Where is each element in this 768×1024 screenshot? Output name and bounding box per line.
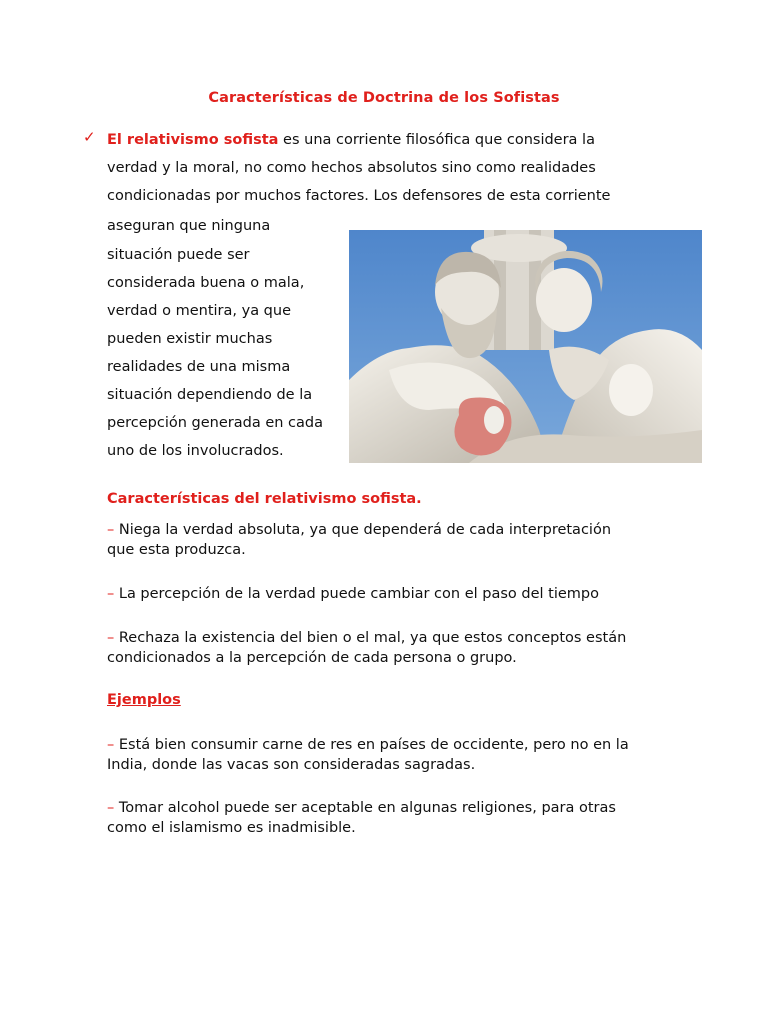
intro-wrap-line: realidades de una misma [107, 359, 291, 375]
list-item: – La percepción de la verdad puede cambiar con el paso del tiempo [107, 586, 599, 602]
dash-marker: – [107, 586, 115, 602]
intro-line-1: El relativismo sofista es una corriente filosófica que considera la [107, 132, 595, 148]
dash-marker: – [107, 800, 115, 816]
intro-wrap-line: situación puede ser [107, 247, 250, 263]
intro-line-2: verdad y la moral, no como hechos absolutos sino como realidades [107, 160, 596, 176]
page-title: Características de Doctrina de los Sofistas [208, 90, 560, 106]
characteristics-heading: Características del relativismo sofista. [107, 491, 422, 507]
intro-wrap-line: pueden existir muchas [107, 331, 273, 347]
dash-marker: – [107, 522, 115, 538]
examples-heading: Ejemplos [107, 692, 181, 708]
intro-wrap-line: uno de los involucrados. [107, 443, 284, 459]
intro-wrap-line: aseguran que ninguna [107, 218, 271, 234]
list-item: – Tomar alcohol puede ser aceptable en algunas religiones, para otras como el islamismo es inadmisible. [107, 800, 616, 836]
intro-line-3: condicionadas por muchos factores. Los defensores de esta corriente [107, 188, 611, 204]
check-icon: ✓ [83, 128, 96, 146]
list-item: – Niega la verdad absoluta, ya que dependerá de cada interpretación que esta produzca. [107, 522, 612, 558]
intro-wrap-line: considerada buena o mala, [107, 275, 305, 291]
intro-lead-term: El relativismo sofista [107, 132, 279, 148]
intro-wrap-line: situación dependiendo de la [107, 387, 313, 403]
intro-wrap-line: percepción generada en cada [107, 415, 323, 431]
list-item: – Rechaza la existencia del bien o el mal, ya que estos conceptos están condicionados a la percepción de cada persona o grupo. [107, 630, 627, 666]
intro-wrap-line: verdad o mentira, ya que [107, 303, 291, 319]
list-item: – Está bien consumir carne de res en países de occidente, pero no en la India, donde las vacas son consideradas sagradas. [107, 737, 629, 773]
dash-marker: – [107, 737, 115, 753]
dash-marker: – [107, 630, 115, 646]
statue-photo [349, 230, 702, 463]
